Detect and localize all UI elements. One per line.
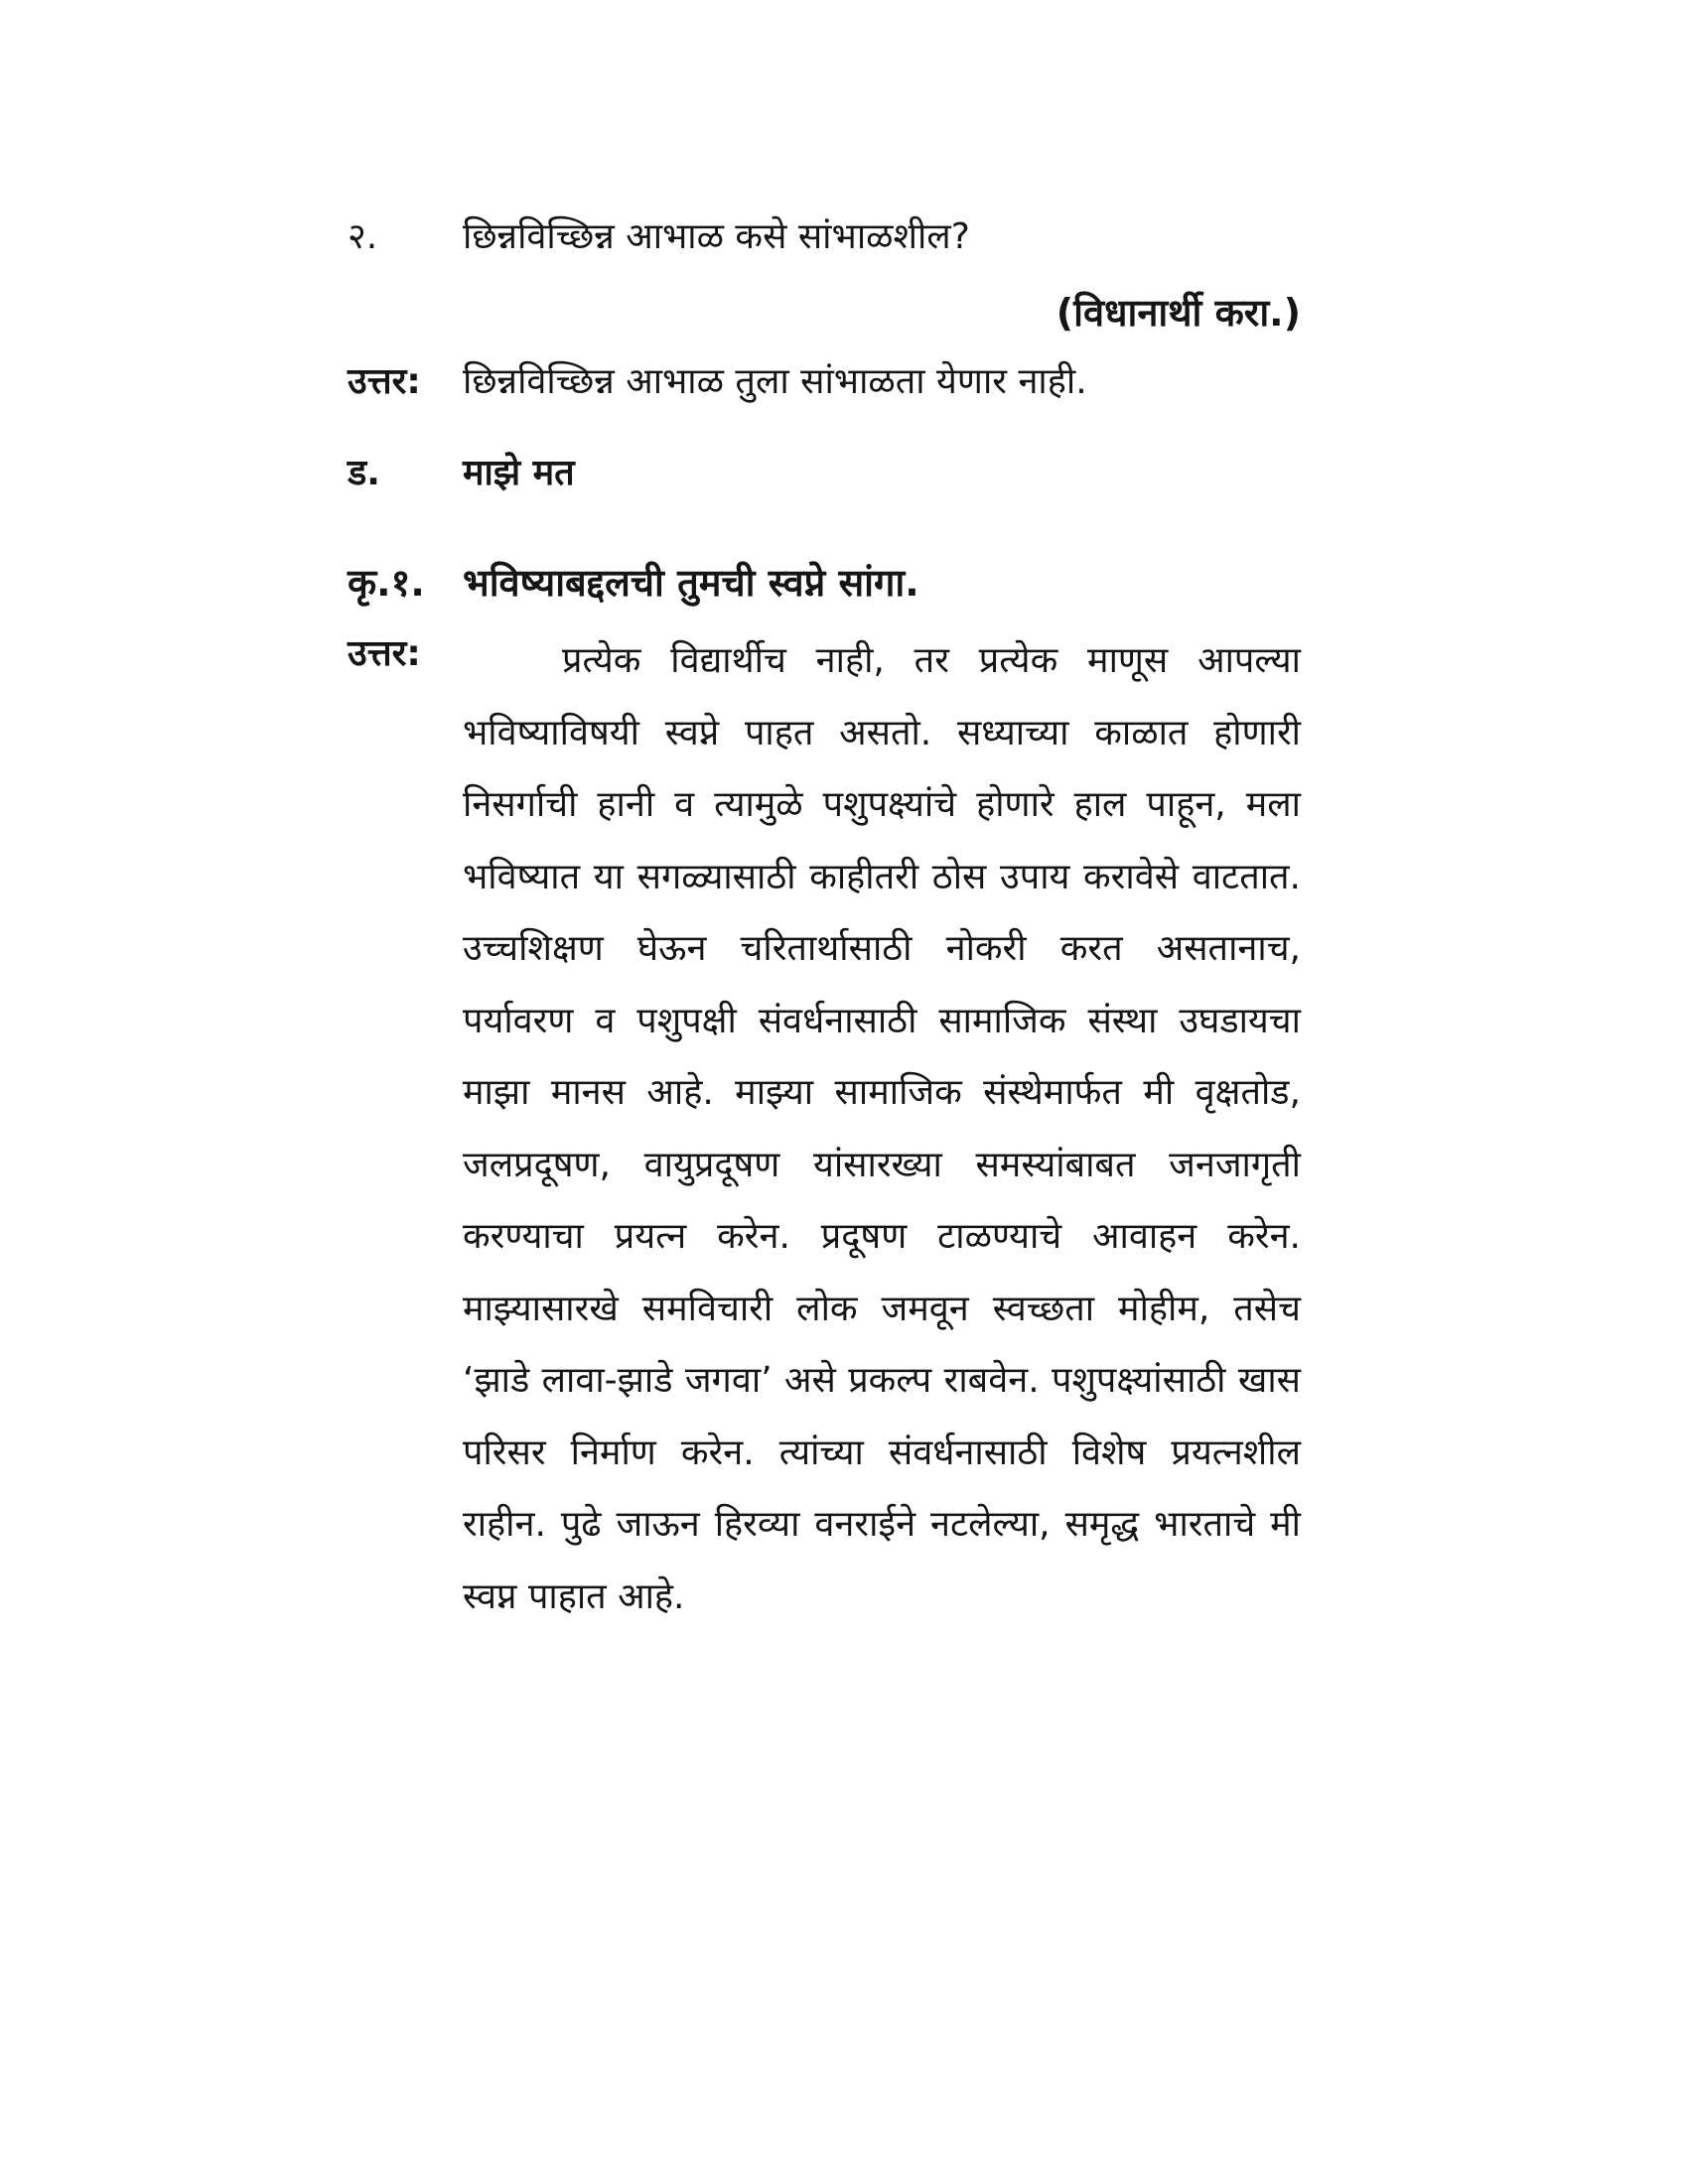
question-2 [348, 210, 970, 259]
question-text: छिन्नविच्छिन्न आभाळ कसे सांभाळशील? [463, 216, 970, 257]
answer-2 [348, 355, 1087, 404]
question-instruction: (विधानार्थी करा.) [1055, 291, 1301, 335]
question-number: २. [348, 216, 378, 257]
task-answer-body [463, 625, 1301, 1633]
answer-text: छिन्नविच्छिन्न आभाळ तुला सांभाळता येणार नाही. [463, 361, 1087, 402]
section-title: माझे मत [463, 453, 575, 493]
task-text: भविष्याबद्दलची तुमची स्वप्ने सांगा. [463, 561, 919, 605]
task-1 [348, 556, 919, 608]
task-label: कृ.१. [348, 561, 425, 605]
task-answer-paragraph: प्रत्येक विद्यार्थीच नाही, तर प्रत्येक माणूस आपल्या भविष्याविषयी स्वप्ने पाहत असतो. सध्याच्या काळात होणारी निसर्गाची हानी व त्यामुळे पशुपक्ष्यांचे होणारे हाल पाहून, मला भविष्यात या सगळ्यासाठी काहीतरी ठोस उपाय करावेसे वाटतात. उच्चशिक्षण घेऊन चरितार्थासाठी नोकरी करत असतानाच, पर्यावरण व पशुपक्षी संवर्धनासाठी सामाजिक संस्था उघडायचा माझा मानस आहे. माझ्या सामाजिक संस्थेमार्फत मी वृक्षतोड, जलप्रदूषण, वायुप्रदूषण यांसारख्या समस्यांबाबत जनजागृती करण्याचा प्रयत्न करेन. प्रदूषण टाळण्याचे आवाहन करेन. माझ्यासारखे समविचारी लोक जमवून स्वच्छता मोहीम, तसेच ‘झाडे लावा-झाडे जगवा’ असे प्रकल्प राबवेन. पशुपक्ष्यांसाठी खास परिसर निर्माण करेन. त्यांच्या संवर्धनासाठी विशेष प्रयत्नशील राहीन. पुढे जाऊन हिरव्या वनराईने नटलेल्या, समृद्ध भारताचे मी स्वप्न पाहात आहे. [463, 640, 1301, 1617]
task-answer-label: उत्तर: [348, 633, 421, 674]
section-heading [348, 447, 575, 495]
answer-label: उत्तर: [348, 361, 421, 402]
section-label: ड. [348, 453, 380, 493]
